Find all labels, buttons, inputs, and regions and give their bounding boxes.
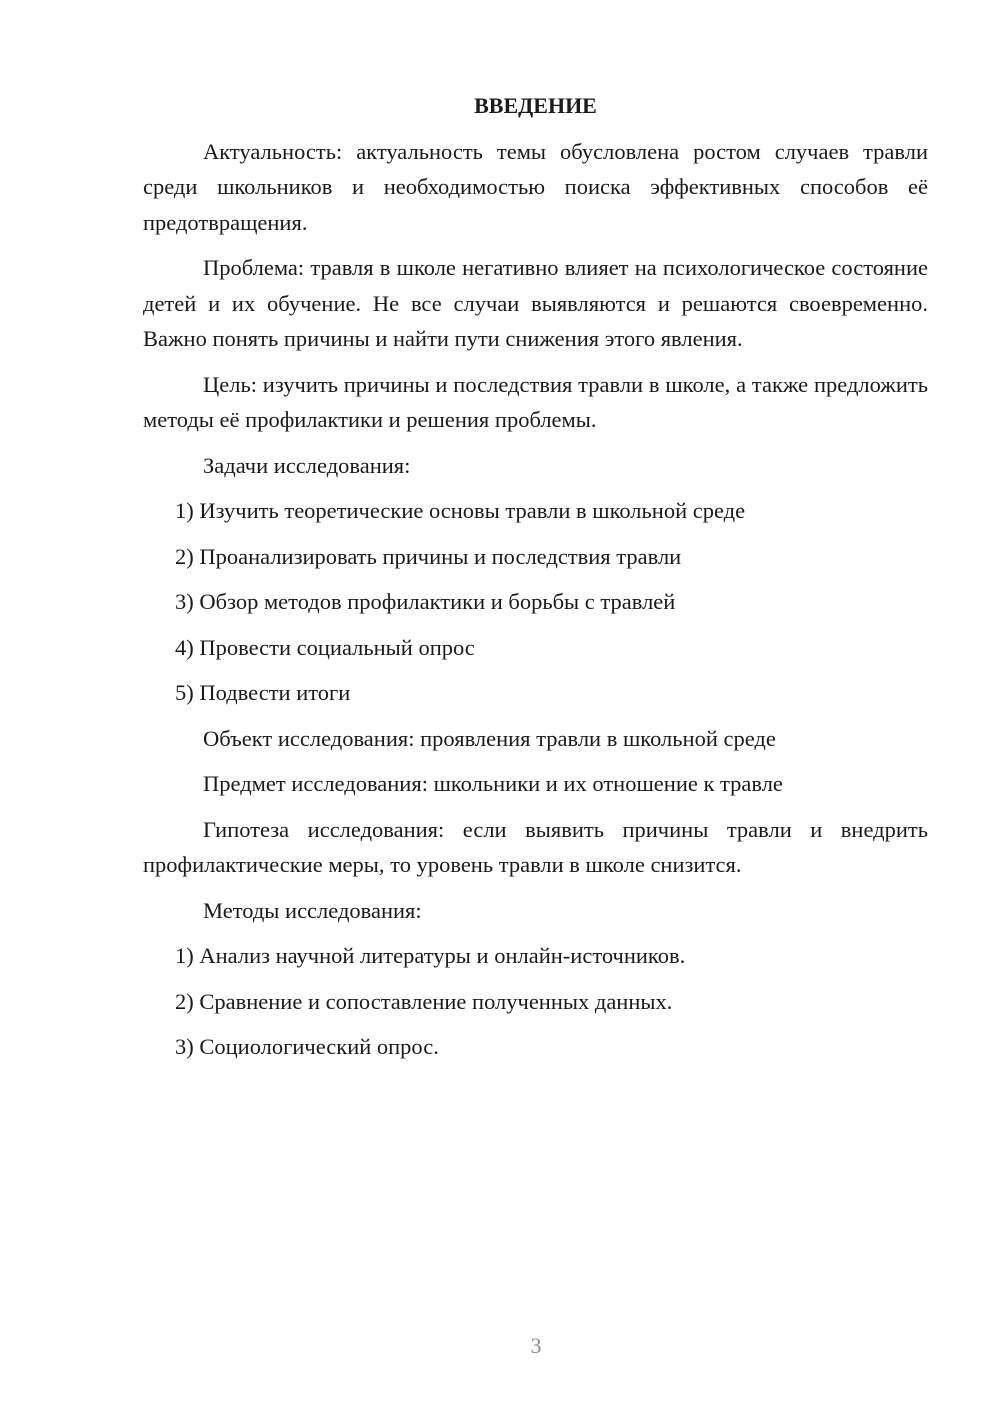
method-item: 2) Сравнение и сопоставление полученных данных. <box>175 988 673 1014</box>
page-number: 3 <box>530 1333 542 1358</box>
object-paragraph: Объект исследования: проявления травли в школьной среде <box>203 725 776 751</box>
task-item: 1) Изучить теоретические основы травли в школьной среде <box>175 498 746 523</box>
tasks-heading: Задачи исследования: <box>203 452 411 478</box>
task-item: 3) Обзор методов профилактики и борьбы с травлей <box>175 589 676 614</box>
task-item: 2) Проанализировать причины и последствия травли <box>175 543 682 569</box>
goal-paragraph: Цель: изучить причины и последствия травли в школе, а также предложить методы её профилактики и решения проблемы. <box>143 371 928 432</box>
section-title: ВВЕДЕНИЕ <box>474 93 597 118</box>
task-item: 4) Провести социальный опрос <box>175 634 475 660</box>
method-item: 1) Анализ научной литературы и онлайн-источников. <box>175 943 686 968</box>
methods-heading: Методы исследования: <box>203 897 422 923</box>
problem-paragraph: Проблема: травля в школе негативно влияет на психологическое состояние детей и их обучение. Не все случаи выявляются и решаются своевременно. Важно понять причины и найти пути снижения этого явления. <box>143 255 928 351</box>
document-body <box>143 88 928 1075</box>
subject-paragraph: Предмет исследования: школьники и их отношение к травле <box>203 771 783 796</box>
method-item: 3) Социологический опрос. <box>175 1034 439 1059</box>
hypothesis-paragraph: Гипотеза исследования: если выявить причины травли и внедрить профилактические меры, то уровень травли в школе снизится. <box>143 816 928 877</box>
relevance-paragraph: Актуальность: актуальность темы обусловлена ростом случаев травли среди школьников и необходимостью поиска эффективных способов её предотвращения. <box>143 138 928 235</box>
task-item: 5) Подвести итоги <box>175 680 351 705</box>
